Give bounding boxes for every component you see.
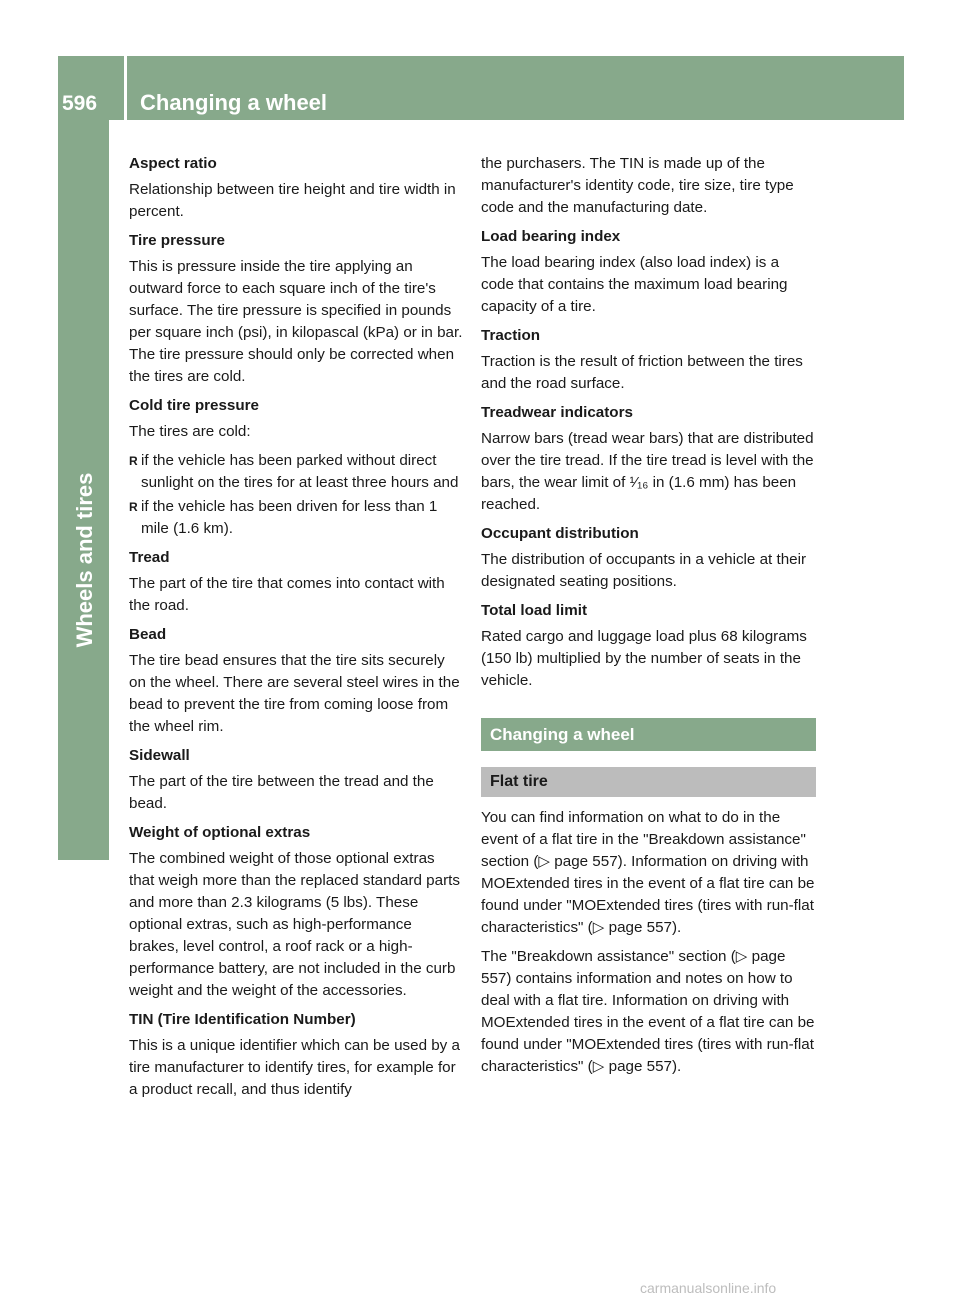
list-item: R if the vehicle has been parked without direct sunlight on the tires for at least three hours and	[129, 450, 464, 494]
flat-tire-paragraph-2: The "Breakdown assistance" section (▷ page 557) contains information and notes on how to deal with a flat tire. Information on driving with MOExtended tires in the event of a flat tire can be found under "MOExtended tires (tires with run-flat characteristics" (▷ page 557).	[481, 948, 815, 1075]
definition-traction: Traction is the result of friction between the tires and the road surface.	[481, 353, 803, 392]
term-total-load-limit: Total load limit	[481, 602, 588, 619]
term-treadwear-indicators: Treadwear indicators	[481, 404, 633, 421]
section-heading-changing-wheel: Changing a wheel	[481, 718, 816, 751]
right-column	[481, 153, 816, 1085]
term-weight-optional-extras: Weight of optional extras	[129, 824, 311, 841]
definition-total-load-limit: Rated cargo and luggage load plus 68 kilograms (150 lb) multiplied by the number of seats in the vehicle.	[481, 628, 807, 689]
term-bead: Bead	[129, 626, 167, 643]
term-tire-pressure: Tire pressure	[129, 232, 225, 249]
flat-tire-paragraph-1: You can find information on what to do in the event of a flat tire in the "Breakdown assistance" section (▷ page 557). Information on driving with MOExtended tires in the event of a flat tire can be found under "MOExtended tires (tires with run-flat characteristics" (▷ page 557).	[481, 809, 815, 936]
definition-sidewall: The part of the tire between the tread and the bead.	[129, 773, 434, 812]
definition-tread: The part of the tire that comes into contact with the road.	[129, 575, 445, 614]
term-sidewall: Sidewall	[129, 747, 190, 764]
subsection-heading-flat-tire: Flat tire	[481, 767, 816, 797]
left-column	[129, 153, 464, 1108]
term-tin: TIN (Tire Identification Number)	[129, 1011, 356, 1028]
definition-tire-pressure: This is pressure inside the tire applying an outward force to each square inch of the tire's surface. The tire pressure is specified in pounds per square inch (psi), in kilopascal (kPa) or in bar. The tire pressure should only be corrected when the tires are cold.	[129, 258, 463, 385]
definition-cold-tire-pressure: The tires are cold:	[129, 423, 251, 440]
definition-weight-optional-extras: The combined weight of those optional extras that weigh more than the replaced standard parts and more than 2.3 kilograms (5 lbs). These optional extras, such as high-performance brakes, level control, a roof rack or a high-performance battery, are not included in the curb weight and the weight of the accessories.	[129, 850, 460, 999]
side-tab-label: Wheels and tires	[72, 472, 97, 648]
definition-treadwear-indicators: Narrow bars (tread wear bars) that are distributed over the tire tread. If the tire tread is level with the bars, the wear limit of ¹⁄₁₆ in (1.6 mm) has been reached.	[481, 430, 814, 513]
page-number: 596	[62, 92, 98, 115]
footer-watermark: carmanualsonline.info	[640, 1280, 777, 1296]
definition-aspect-ratio: Relationship between tire height and tire width in percent.	[129, 181, 456, 220]
header-title: Changing a wheel	[140, 90, 328, 115]
term-traction: Traction	[481, 327, 541, 344]
cold-tire-conditions-list	[129, 450, 464, 540]
term-cold-tire-pressure: Cold tire pressure	[129, 397, 259, 414]
header-divider	[124, 56, 127, 120]
term-tread: Tread	[129, 549, 170, 566]
term-aspect-ratio: Aspect ratio	[129, 155, 217, 172]
definition-bead: The tire bead ensures that the tire sits securely on the wheel. There are several steel wires in the bead to prevent the tire from coming loose from the wheel rim.	[129, 652, 460, 735]
definition-tin: This is a unique identifier which can be used by a tire manufacturer to identify tires, for example for a product recall, and thus identify	[129, 1037, 460, 1098]
definition-tin-continued: the purchasers. The TIN is made up of the manufacturer's identity code, tire size, tire type code and the manufacturing date.	[481, 155, 794, 216]
definition-load-bearing-index: The load bearing index (also load index) is a code that contains the maximum load bearing capacity of a tire.	[481, 254, 788, 315]
term-load-bearing-index: Load bearing index	[481, 228, 621, 245]
term-occupant-distribution: Occupant distribution	[481, 525, 639, 542]
list-item: R if the vehicle has been driven for less than 1 mile (1.6 km).	[129, 496, 464, 540]
definition-occupant-distribution: The distribution of occupants in a vehicle at their designated seating positions.	[481, 551, 807, 590]
